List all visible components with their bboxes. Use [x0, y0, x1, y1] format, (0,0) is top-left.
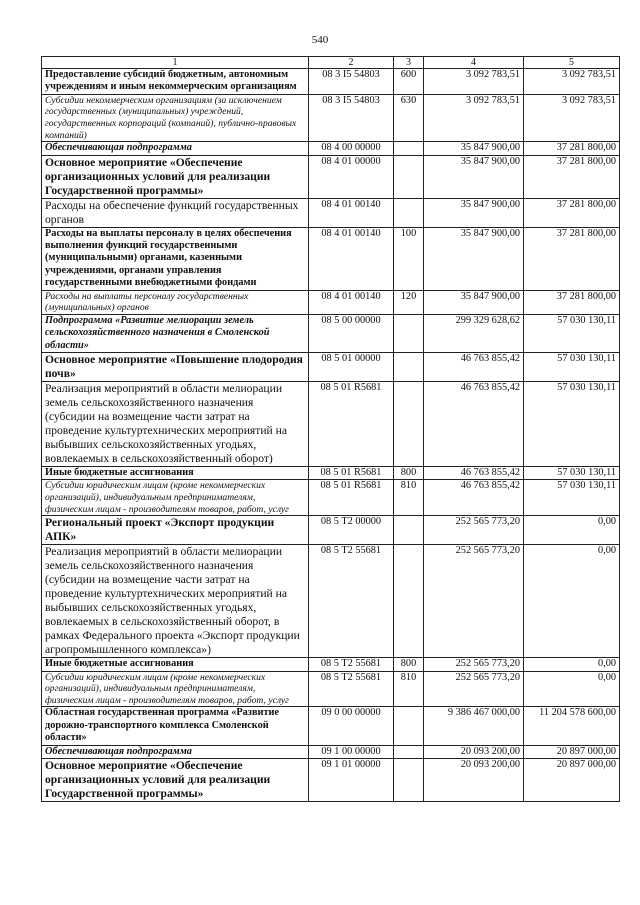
row-amount-2: 3 092 783,51	[524, 94, 620, 141]
row-amount-1: 35 847 900,00	[424, 290, 524, 314]
row-amount-1: 299 329 628,62	[424, 314, 524, 352]
row-expense-type	[394, 314, 424, 352]
table-row	[42, 198, 620, 227]
row-amount-2: 20 897 000,00	[524, 759, 620, 802]
row-expense-type	[394, 545, 424, 658]
row-name: Региональный проект «Экспорт продукции АПК»	[42, 516, 309, 545]
row-code: 08 4 01 00140	[309, 227, 394, 290]
row-name: Предоставление субсидий бюджетным, автономным учреждениям и иным некоммерческим организациям	[42, 69, 309, 95]
row-amount-2: 11 204 578 600,00	[524, 707, 620, 745]
row-amount-2: 57 030 130,11	[524, 480, 620, 516]
row-name: Областная государственная программа «Развитие дорожно-транспортного комплекса Смоленской области»	[42, 707, 309, 745]
row-expense-type	[394, 142, 424, 155]
row-name: Субсидии некоммерческим организациям (за исключением государственных (муниципальных) учреждений, государственных корпораций (компаний), публично-правовых компаний)	[42, 94, 309, 141]
row-expense-type	[394, 707, 424, 745]
header-cell-2: 2	[309, 57, 394, 69]
row-amount-1: 35 847 900,00	[424, 142, 524, 155]
row-amount-2: 57 030 130,11	[524, 314, 620, 352]
table-row	[42, 671, 620, 707]
row-amount-1: 20 093 200,00	[424, 745, 524, 758]
row-amount-2: 57 030 130,11	[524, 382, 620, 467]
row-amount-2: 37 281 800,00	[524, 198, 620, 227]
row-amount-2: 0,00	[524, 658, 620, 671]
row-amount-1: 35 847 900,00	[424, 198, 524, 227]
table-row	[42, 707, 620, 745]
row-code: 08 4 01 00140	[309, 290, 394, 314]
row-expense-type	[394, 155, 424, 198]
row-amount-1: 35 847 900,00	[424, 227, 524, 290]
header-cell-3: 3	[394, 57, 424, 69]
table-row	[42, 142, 620, 155]
row-expense-type: 800	[394, 658, 424, 671]
row-amount-2: 3 092 783,51	[524, 69, 620, 95]
row-name: Расходы на обеспечение функций государственных органов	[42, 198, 309, 227]
table-row	[42, 480, 620, 516]
row-code: 08 5 01 00000	[309, 353, 394, 382]
row-expense-type: 810	[394, 480, 424, 516]
row-name: Иные бюджетные ассигнования	[42, 658, 309, 671]
row-name: Основное мероприятие «Обеспечение организационных условий для реализации Государственной программы»	[42, 759, 309, 802]
row-code: 08 5 T2 55681	[309, 545, 394, 658]
page-number: 540	[311, 34, 329, 46]
row-name: Иные бюджетные ассигнования	[42, 467, 309, 480]
row-amount-1: 252 565 773,20	[424, 516, 524, 545]
row-amount-2: 37 281 800,00	[524, 227, 620, 290]
row-name: Обеспечивающая подпрограмма	[42, 142, 309, 155]
row-amount-2: 57 030 130,11	[524, 467, 620, 480]
row-amount-2: 0,00	[524, 671, 620, 707]
row-name: Расходы на выплаты персоналу государственных (муниципальных) органов	[42, 290, 309, 314]
row-name: Расходы на выплаты персоналу в целях обеспечения выполнения функций государственными (муниципальными) органами, казенными учреждениями, органами управления государственными внебюджетными фондами	[42, 227, 309, 290]
row-code: 08 4 01 00000	[309, 155, 394, 198]
row-amount-1: 46 763 855,42	[424, 467, 524, 480]
table-row	[42, 516, 620, 545]
row-amount-2: 0,00	[524, 545, 620, 658]
table-row	[42, 227, 620, 290]
row-expense-type	[394, 516, 424, 545]
row-amount-1: 46 763 855,42	[424, 382, 524, 467]
row-expense-type: 600	[394, 69, 424, 95]
table-row	[42, 382, 620, 467]
row-expense-type	[394, 745, 424, 758]
row-expense-type: 800	[394, 467, 424, 480]
header-row	[42, 57, 620, 69]
row-expense-type	[394, 353, 424, 382]
row-amount-2: 57 030 130,11	[524, 353, 620, 382]
row-code: 08 3 I5 54803	[309, 94, 394, 141]
table-row	[42, 759, 620, 802]
row-code: 08 3 I5 54803	[309, 69, 394, 95]
table-row	[42, 94, 620, 141]
row-code: 09 0 00 00000	[309, 707, 394, 745]
row-expense-type: 100	[394, 227, 424, 290]
row-name: Субсидии юридическим лицам (кроме некоммерческих организаций), индивидуальным предпринимателям, физическим лицам - производителям товаров, работ, услуг	[42, 480, 309, 516]
row-name: Реализация мероприятий в области мелиорации земель сельскохозяйственного назначения (субсидии на возмещение части затрат на проведение культуртехнических мероприятий на выбывших сельскохозяйственных угодьях, вовлекаемых в сельскохозяйственный оборот, в рамках Федерального проекта «Экспорт продукции агропромышленного комплекса»)	[42, 545, 309, 658]
row-name: Реализация мероприятий в области мелиорации земель сельскохозяйственного назначения (субсидии на возмещение части затрат на проведение культуртехнических мероприятий на выбывших сельскохозяйственных угодьях, вовлекаемых в сельскохозяйственный оборот)	[42, 382, 309, 467]
row-code: 08 5 T2 55681	[309, 671, 394, 707]
row-amount-1: 46 763 855,42	[424, 353, 524, 382]
row-name: Основное мероприятие «Повышение плодородия почв»	[42, 353, 309, 382]
row-amount-2: 37 281 800,00	[524, 155, 620, 198]
row-name: Подпрограмма «Развитие мелиорации земель сельскохозяйственного назначения в Смоленской области»	[42, 314, 309, 352]
row-code: 08 5 T2 00000	[309, 516, 394, 545]
row-code: 08 5 01 R5681	[309, 382, 394, 467]
row-amount-2: 37 281 800,00	[524, 142, 620, 155]
budget-table	[41, 56, 620, 802]
table-row	[42, 745, 620, 758]
row-amount-2: 20 897 000,00	[524, 745, 620, 758]
table-row	[42, 314, 620, 352]
row-code: 09 1 00 00000	[309, 745, 394, 758]
row-amount-1: 252 565 773,20	[424, 658, 524, 671]
row-code: 09 1 01 00000	[309, 759, 394, 802]
row-expense-type	[394, 759, 424, 802]
row-code: 08 5 01 R5681	[309, 467, 394, 480]
row-expense-type	[394, 198, 424, 227]
row-expense-type	[394, 382, 424, 467]
row-amount-1: 9 386 467 000,00	[424, 707, 524, 745]
row-amount-1: 20 093 200,00	[424, 759, 524, 802]
row-expense-type: 630	[394, 94, 424, 141]
table-row	[42, 155, 620, 198]
row-name: Обеспечивающая подпрограмма	[42, 745, 309, 758]
table-row	[42, 353, 620, 382]
row-expense-type: 810	[394, 671, 424, 707]
row-expense-type: 120	[394, 290, 424, 314]
row-amount-2: 0,00	[524, 516, 620, 545]
row-amount-1: 3 092 783,51	[424, 94, 524, 141]
row-amount-1: 252 565 773,20	[424, 545, 524, 658]
row-code: 08 4 01 00140	[309, 198, 394, 227]
row-amount-1: 3 092 783,51	[424, 69, 524, 95]
row-name: Основное мероприятие «Обеспечение организационных условий для реализации Государственной программы»	[42, 155, 309, 198]
header-cell-1: 1	[42, 57, 309, 69]
row-amount-2: 37 281 800,00	[524, 290, 620, 314]
table-row	[42, 545, 620, 658]
row-amount-1: 46 763 855,42	[424, 480, 524, 516]
row-code: 08 5 00 00000	[309, 314, 394, 352]
row-code: 08 5 01 R5681	[309, 480, 394, 516]
row-code: 08 5 T2 55681	[309, 658, 394, 671]
table-row	[42, 69, 620, 95]
row-code: 08 4 00 00000	[309, 142, 394, 155]
table-body	[42, 69, 620, 802]
table-row	[42, 467, 620, 480]
table-row	[42, 658, 620, 671]
row-name: Субсидии юридическим лицам (кроме некоммерческих организаций), индивидуальным предпринимателям, физическим лицам - производителям товаров, работ, услуг	[42, 671, 309, 707]
row-amount-1: 35 847 900,00	[424, 155, 524, 198]
row-amount-1: 252 565 773,20	[424, 671, 524, 707]
table-row	[42, 290, 620, 314]
header-cell-5: 5	[524, 57, 620, 69]
header-cell-4: 4	[424, 57, 524, 69]
